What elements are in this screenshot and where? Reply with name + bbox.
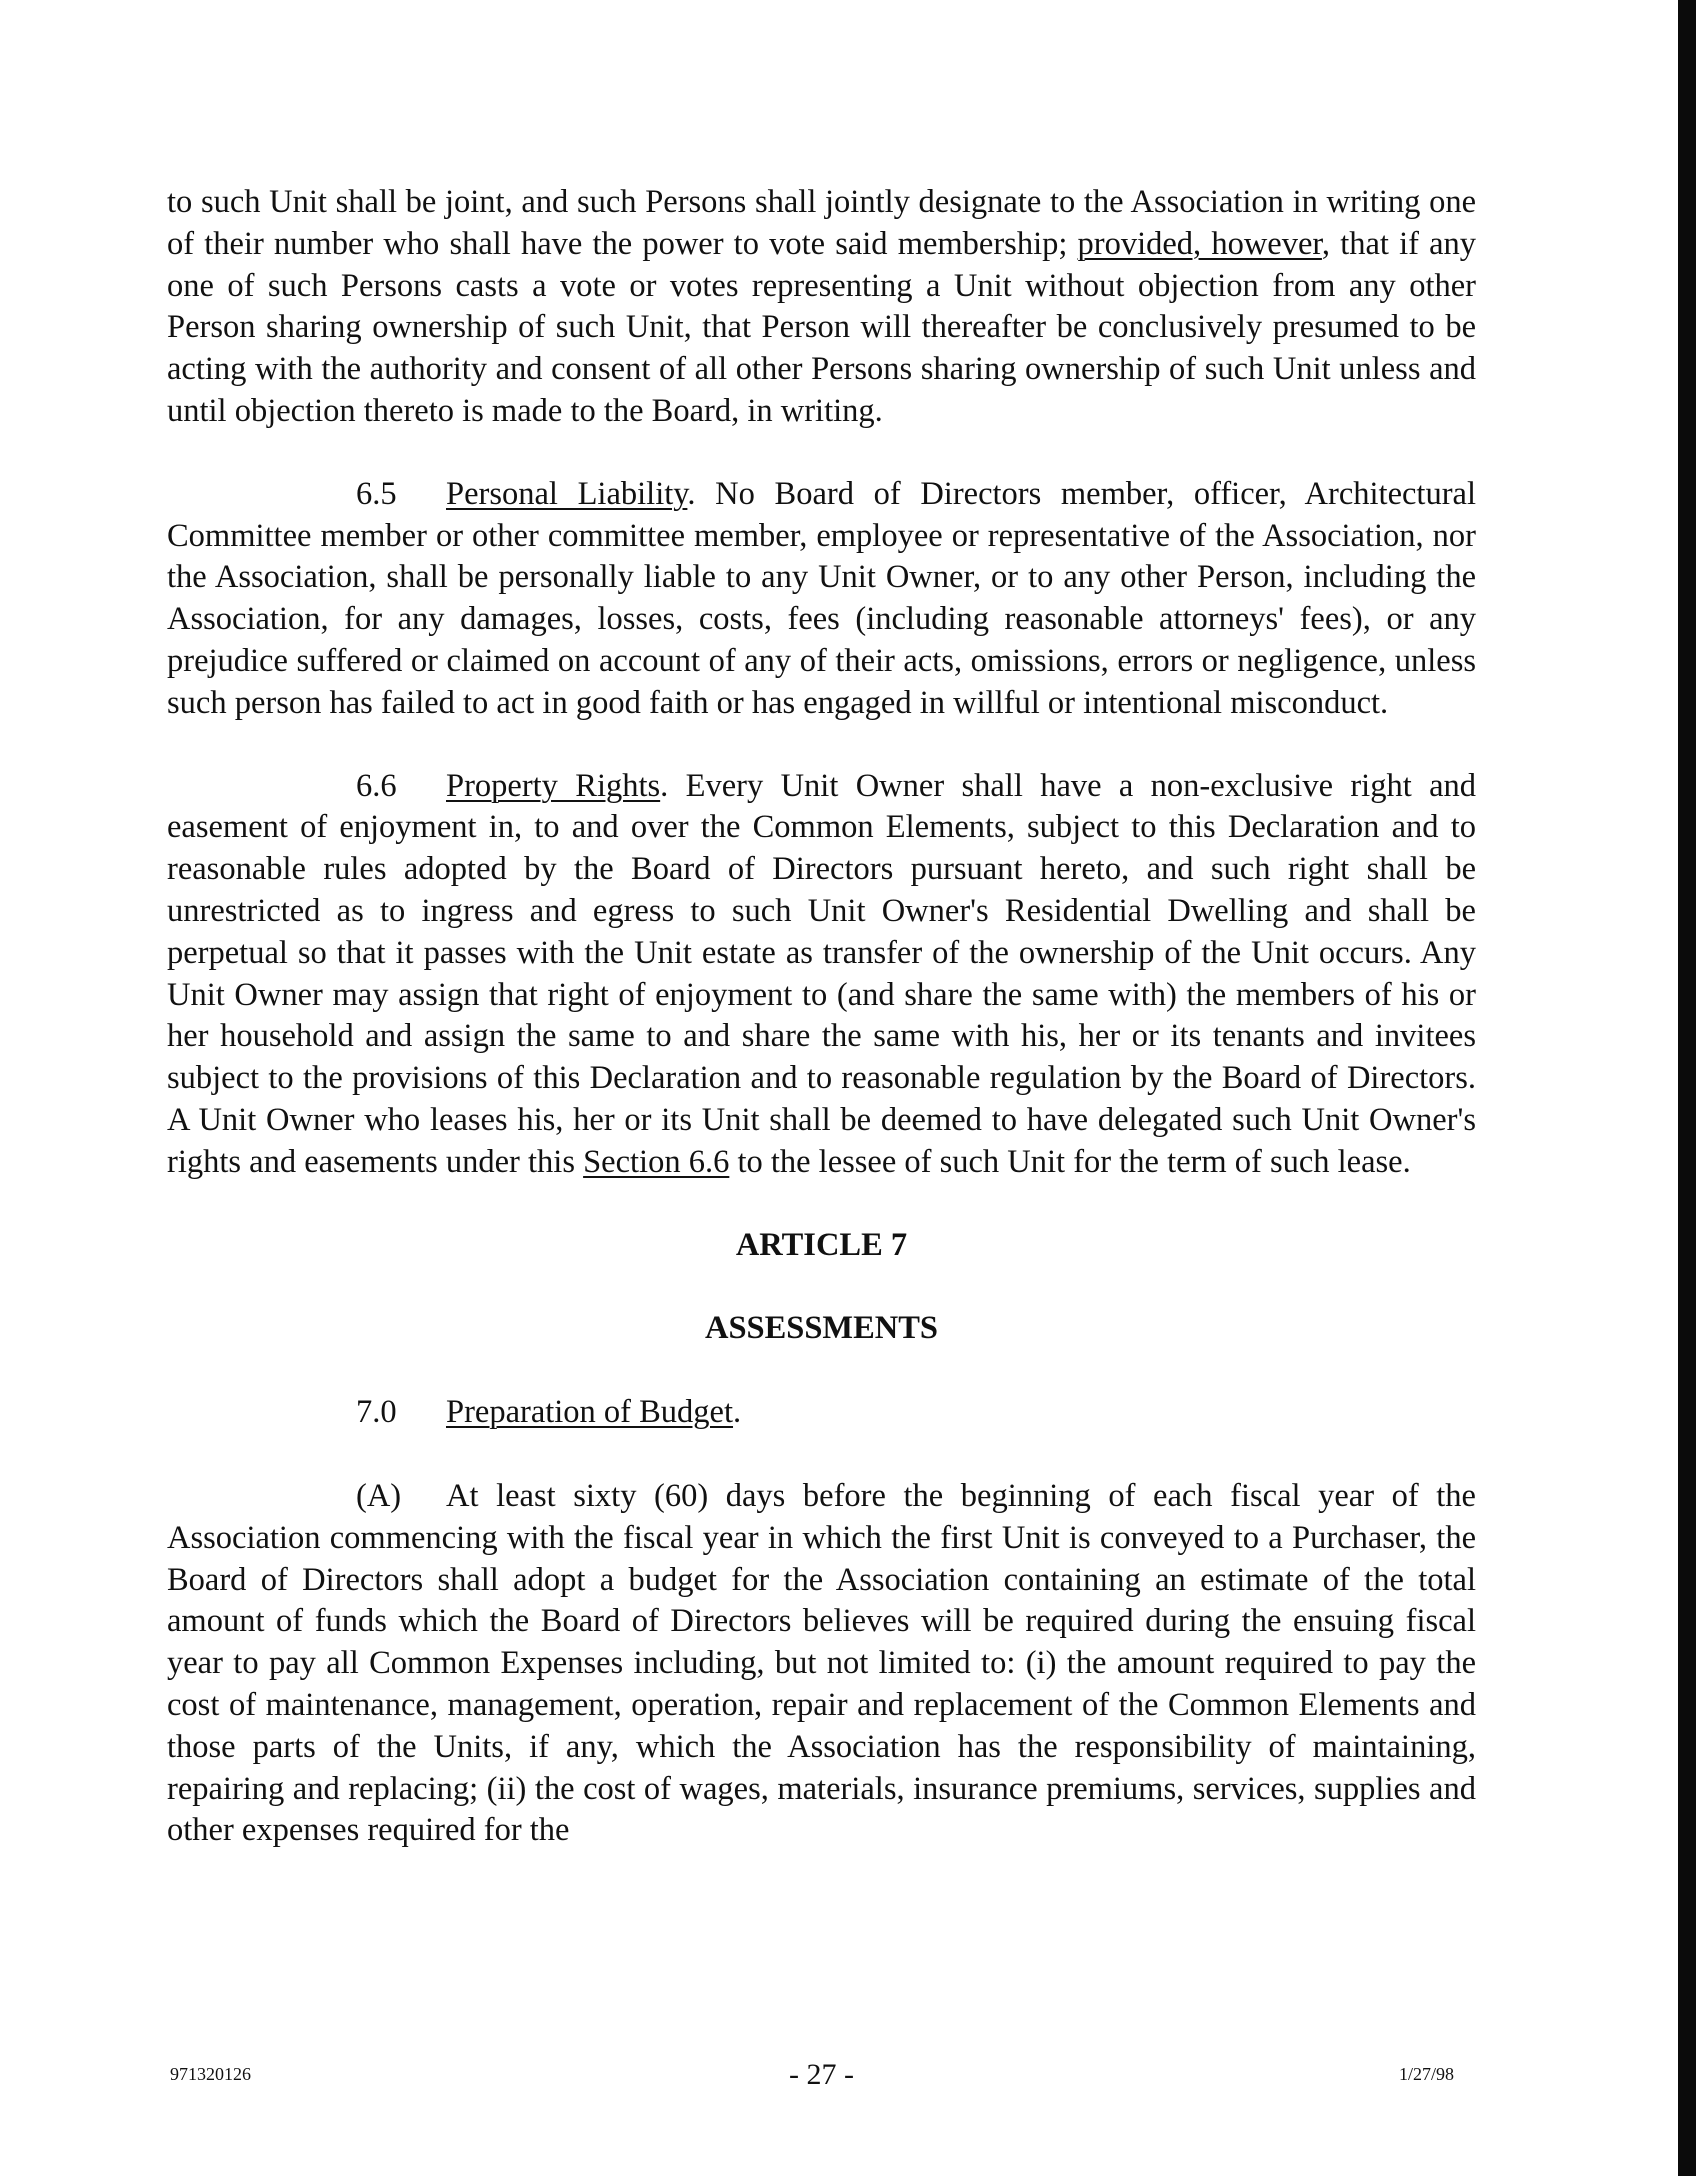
- section-number: 6.6: [356, 767, 397, 804]
- section-7-0-heading: 7.0 Preparation of Budget.: [167, 1392, 1476, 1434]
- scan-edge-shadow: [1678, 0, 1696, 2176]
- section-6-6-property-rights: 6.6 Property Rights. Every Unit Owner shall have a non-exclusive right and easement of enjoyment in, to and over the Common Elements, subject to this Declaration and to reasonable rules adopted by the Board of Directors pursuant hereto, and such right shall be unrestricted as to ingress and egress to such Unit Owner's Residential Dwelling and shall be perpetual so that it passes with the Unit estate as transfer of the ownership of the Unit occurs. Any Unit Owner may assign that right of enjoyment to (and share the same with) the members of his or her household and assign the same to and share the same with his, her or its tenants and invitees subject to the provisions of this Declaration and to reasonable regulation by the Board of Directors. A Unit Owner who leases his, her or its Unit shall be deemed to have delegated such Unit Owner's rights and easements under this Section 6.6 to the lessee of such Unit for the term of such lease.: [167, 767, 1476, 1180]
- section-7-0-a-paragraph: (A) At least sixty (60) days before the beginning of each fiscal year of the Association commencing with the fiscal year in which the first Unit is conveyed to a Purchaser, the Board of Directors shall adopt a budget for the Association containing an estimate of the total amount of funds which the Board of Directors believes will be required during the ensuing fiscal year to pay all Common Expenses including, but not limited to: (i) the amount required to pay the cost of maintenance, management, operation, repair and replacement of the Common Elements and those parts of the Units, if any, which the Association has the responsibility of maintaining, repairing and replacing; (ii) the cost of wages, materials, insurance premiums, services, supplies and other expenses required for the: [167, 1477, 1476, 1849]
- provided-however-term: provided, however: [1077, 225, 1322, 262]
- document-date: 1/27/98: [1398, 2064, 1454, 2084]
- section-title: Preparation of Budget: [446, 1394, 734, 1431]
- section-number: 7.0: [356, 1394, 397, 1431]
- section-title: Personal Liability: [446, 475, 688, 512]
- section-number: 6.5: [356, 475, 397, 512]
- section-title: Property Rights: [446, 767, 661, 804]
- document-body: [167, 182, 1476, 1893]
- document-number: 971320126: [170, 2064, 251, 2084]
- paragraph-membership-continuation: to such Unit shall be joint, and such Persons shall jointly designate to the Association in writing one of their number who shall have the power to vote said membership; provided, however, that if any one of such Persons casts a vote or votes representing a Unit without objection from any other Person sharing ownership of such Unit, that Person will thereafter be conclusively presumed to be acting with the authority and consent of all other Persons sharing ownership of such Unit unless and until objection thereto is made to the Board, in writing.: [167, 184, 1476, 429]
- article-title: ASSESSMENTS: [704, 1310, 939, 1347]
- article-heading: ARTICLE 7: [735, 1226, 908, 1263]
- page-footer: [167, 2058, 1476, 2091]
- page-number: - 27 -: [789, 2058, 854, 2091]
- section-6-5-personal-liability: 6.5 Personal Liability. No Board of Directors member, officer, Architectural Committee member or other committee member, employee or representative of the Association, nor the Association, shall be personally liable to any Unit Owner, or to any other Person, including the Association, for any damages, losses, costs, fees (including reasonable attorneys' fees), or any prejudice suffered or claimed on account of any of their acts, omissions, errors or negligence, unless such person has failed to act in good faith or has engaged in willful or intentional misconduct.: [167, 475, 1476, 721]
- subsection-label: (A): [356, 1477, 402, 1514]
- section-reference: Section 6.6: [583, 1143, 730, 1180]
